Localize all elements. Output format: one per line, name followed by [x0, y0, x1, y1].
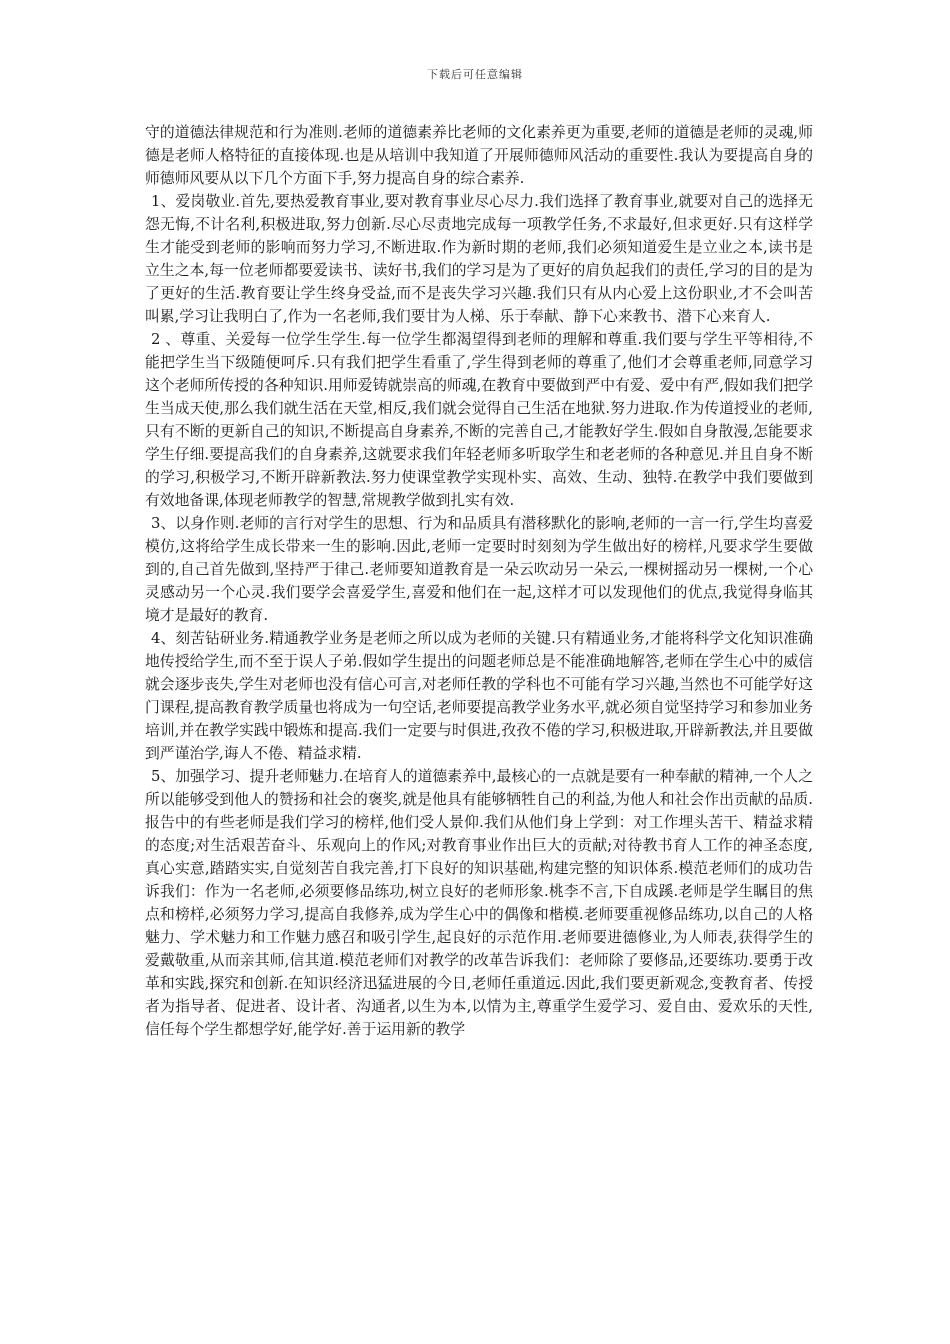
- paragraph-point-3: 3、以身作则.老师的言行对学生的思想、行为和品质具有潜移默化的影响,老师的一言一行,学生均喜爱模仿,这将给学生成长带来一生的影响.因此,老师一定要时时刻刻为学生做出好的榜样,凡要求学生要做到的,自己首先做到,坚持严于律己.老师要知道教育是一朵云吹动另一朵云,一棵树摇动另一棵树,一个心灵感动另一个心灵.我们要学会喜爱学生,喜爱和他们在一起,这样才可以发现他们的优点,我觉得身临其境才是最好的教育.: [145, 515, 813, 624]
- paragraph-point-4: 4、刻苦钻研业务.精通教学业务是老师之所以成为老师的关键.只有精通业务,才能将科学文化知识准确地传授给学生,而不至于误人子弟.假如学生提出的问题老师总是不能准确地解答,老师在学生心中的威信就会逐步丧失,学生对老师也没有信心可言,对老师任教的学科也不可能有学习兴趣,当然也不可能学好这门课程,提高教育教学质量也将成为一句空话,老师要提高教学业务水平,就必须自觉坚持学习和参加业务培训,并在教学实践中锻炼和提高.我们一定要与时俱进,孜孜不倦的学习,积极进取,开辟新教法,并且要做到严谨治学,诲人不倦、精益求精.: [145, 630, 813, 762]
- paragraph-point-2: 2 、尊重、关爱每一位学生学生.每一位学生都渴望得到老师的理解和尊重.我们要与学生平等相待,不能把学生当下级随便呵斥.只有我们把学生看重了,学生得到老师的尊重了,他们才会尊重老师,同意学习这个老师所传授的各种知识.用师爱铸就崇高的师魂,在教育中要做到严中有爱、爱中有严,假如我们把学生当成天使,那么我们就生活在天堂,相反,我们就会觉得自己生活在地狱.努力进取.作为传道授业的老师,只有不断的更新自己的知识,不断提高自身素养,不断的完善自己,才能教好学生.假如自身散漫,怎能要求学生仔细.要提高我们的自身素养,这就要求我们年轻老师多听取学生和老老师的各种意见.并且自身不断的学习,积极学习,不断开辟新教法.努力使课堂教学实现朴实、高效、生动、独特.在教学中我们要做到有效地备课,体现老师教学的智慧,常规教学做到扎实有效.: [145, 331, 813, 509]
- paragraph-point-1: 1、爱岗敬业.首先,要热爱教育事业,要对教育事业尽心尽力.我们选择了教育事业,就要对自己的选择无怨无悔,不计名利,积极进取,努力创新.尽心尽责地完成每一项教学任务,不求最好,但求更好.只有这样学生才能受到老师的影响而努力学习,不断进取.作为新时期的老师,我们必须知道爱生是立业之本,读书是立生之本,每一位老师都要爱读书、读好书,我们的学习是为了更好的肩负起我们的责任,学习的目的是为了更好的生活.教育要让学生终身受益,而不是丧失学习兴趣.我们只有从内心爱上这份职业,才不会叫苦叫累,学习让我明白了,作为一名老师,我们要甘为人梯、乐于奉献、静下心来教书、潜下心来育人.: [145, 193, 813, 325]
- document-body: [145, 121, 813, 1041]
- page-header-note: 下载后可任意编辑: [427, 68, 523, 81]
- paragraph-intro: 守的道德法律规范和行为准则.老师的道德素养比老师的文化素养更为重要,老师的道德是老师的灵魂,师德是老师人格特征的直接体现.也是从培训中我知道了开展师德师风活动的重要性.我认为要提高自身的师德师风要从以下几个方面下手,努力提高自身的综合素养.: [145, 124, 813, 187]
- paragraph-point-5: 5、加强学习、提升老师魅力.在培育人的道德素养中,最核心的一点就是要有一种奉献的精神,一个人之所以能够受到他人的赞扬和社会的褒奖,就是他具有能够牺牲自己的利益,为他人和社会作出贡献的品质.报告中的有些老师是我们学习的榜样,他们受人景仰.我们从他们身上学到：对工作埋头苦干、精益求精的态度;对生活艰苦奋斗、乐观向上的作风;对教育事业作出巨大的贡献;对待教书育人工作的神圣态度,真心实意,踏踏实实,自觉刻苦自我完善,打下良好的知识基础,构建完整的知识体系.模范老师们的成功告诉我们：作为一名老师,必须要修品练功,树立良好的老师形象.桃李不言,下自成蹊.老师是学生瞩目的焦点和榜样,必须努力学习,提高自我修养,成为学生心中的偶像和楷模.老师要重视修品练功,以自己的人格魅力、学术魅力和工作魅力感召和吸引学生,起良好的示范作用.老师要进德修业,为人师表,获得学生的爱戴敬重,从而亲其师,信其道.模范老师们对教学的改革告诉我们：老师除了要修品,还要练功.要勇于改革和实践,探究和创新.在知识经济迅猛进展的今日,老师任重道远.因此,我们要更新观念,变教育者、传授者为指导者、促进者、设计者、沟通者,以生为本,以情为主,尊重学生爱学习、爱自由、爱欢乐的天性,信任每个学生都想学好,能学好.善于运用新的教学: [145, 768, 813, 1038]
